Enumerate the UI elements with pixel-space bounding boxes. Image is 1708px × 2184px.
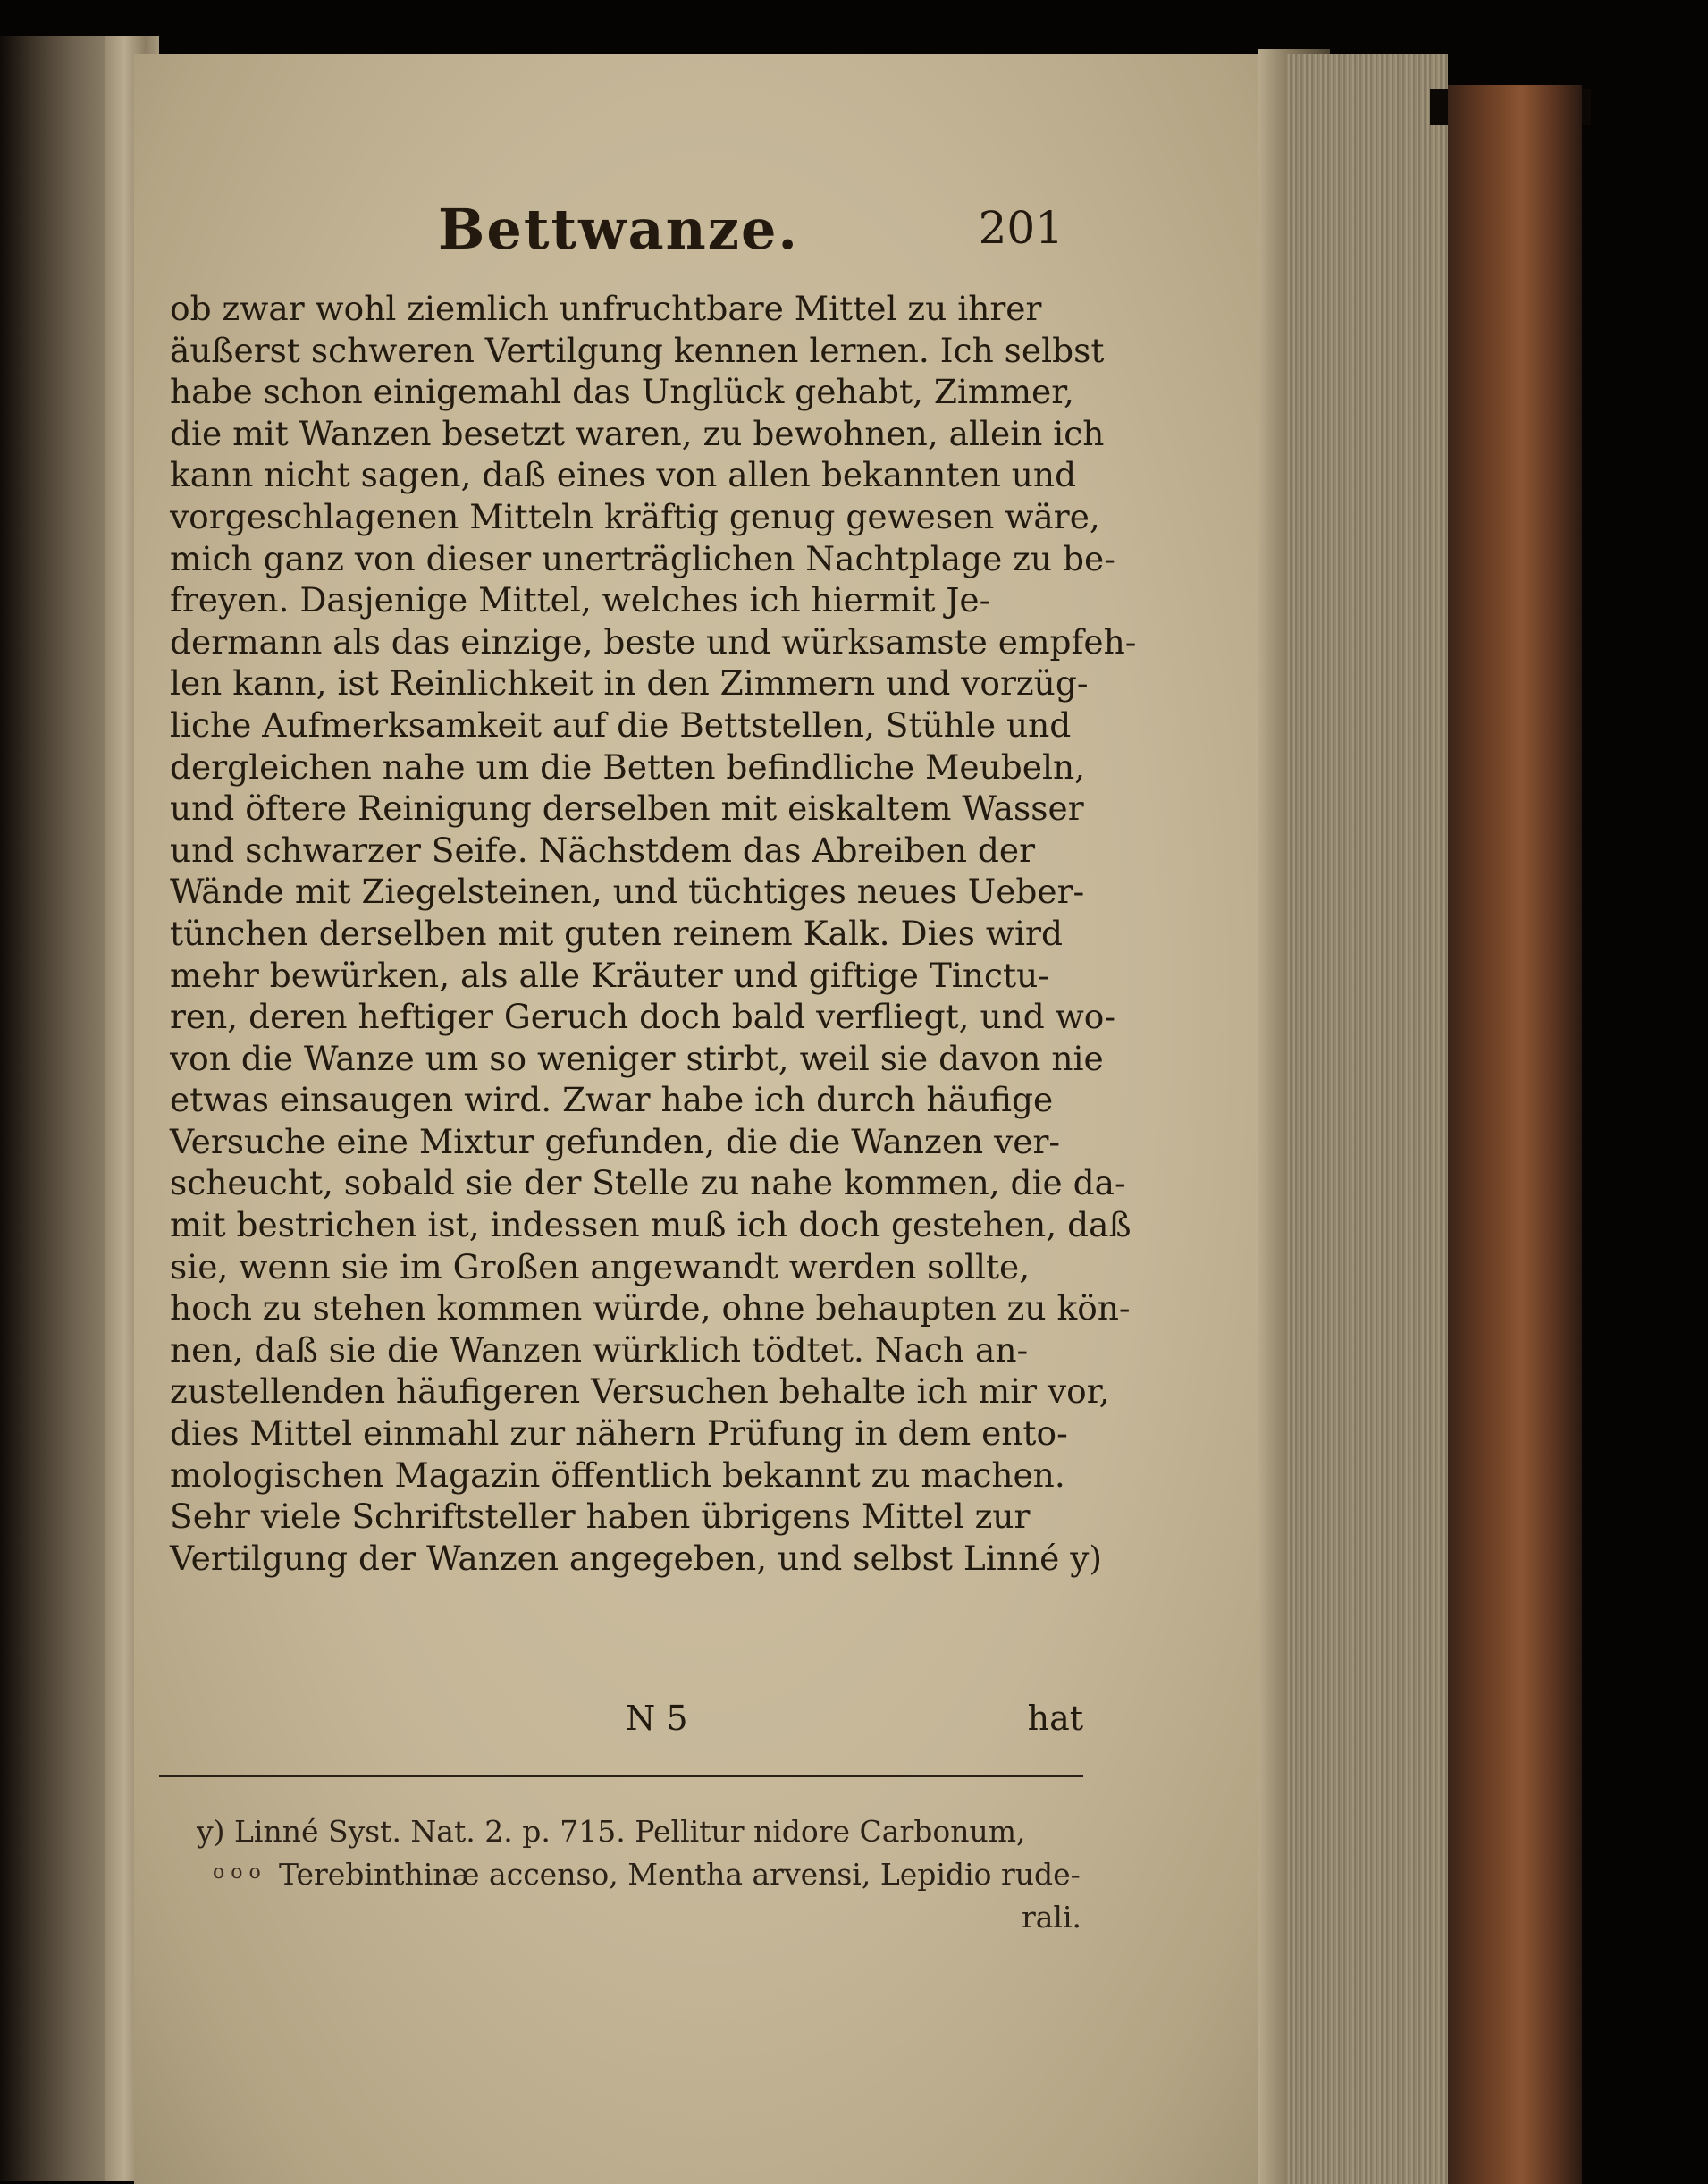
leather-cover: [1448, 85, 1582, 2184]
editorial-mark: o o o: [213, 1861, 261, 1884]
text-line: etwas einsaugen wird. Zwar habe ich durch häufige: [170, 1080, 1054, 1120]
running-head: [438, 197, 1064, 268]
text-line: mit bestrichen ist, indessen muß ich doch gestehen, daß: [170, 1205, 1132, 1245]
footnote-divider: [159, 1775, 1083, 1777]
footnote-line: rali.: [1021, 1900, 1081, 1935]
text-line: mich ganz von dieser unerträglichen Nachtplage zu be-: [170, 538, 1115, 578]
text-line: Versuche eine Mixtur gefunden, die die Wanzen ver-: [170, 1121, 1061, 1161]
text-line: vorgeschlagenen Mitteln kräftig genug gewesen wäre,: [170, 496, 1100, 536]
text-line: und schwarzer Seife. Nächstdem das Abreiben der: [170, 830, 1036, 870]
text-line: die mit Wanzen besetzt waren, zu bewohnen, allein ich: [170, 413, 1105, 453]
text-line: liche Aufmerksamkeit auf die Bettstellen, Stühle und: [170, 704, 1072, 745]
running-title: Bettwanze.: [438, 197, 799, 262]
text-line: dergleichen nahe um die Betten befindliche Meubeln,: [170, 746, 1086, 787]
footnote-line: y) Linné Syst. Nat. 2. p. 715. Pellitur nidore Carbonum,: [197, 1814, 1026, 1849]
fore-edge-pages: [1287, 54, 1448, 2184]
catchline: [590, 1699, 1090, 1743]
text-line: und öftere Reinigung derselben mit eiskaltem Wasser: [170, 788, 1084, 829]
body-text: [170, 288, 1137, 1579]
text-line: zustellenden häufigeren Versuchen behalte ich mir vor,: [170, 1371, 1110, 1412]
text-line: dies Mittel einmahl zur nähern Prüfung in dem ento-: [170, 1413, 1068, 1454]
text-line: sie, wenn sie im Großen angewandt werden sollte,: [170, 1246, 1031, 1286]
text-line: Sehr viele Schriftsteller haben übrigens Mittel zur: [170, 1497, 1031, 1537]
text-line: ren, deren heftiger Geruch doch bald verfliegt, und wo-: [170, 997, 1116, 1037]
signature-mark: N 5: [626, 1699, 688, 1738]
text-line: dermann als das einzige, beste und würksamste empfeh-: [170, 621, 1137, 662]
page-number: 201: [978, 202, 1064, 254]
text-line: äußerst schweren Vertilgung kennen lernen. Ich selbst: [170, 330, 1105, 370]
text-line: len kann, ist Reinlichkeit in den Zimmern und vorzüg-: [170, 663, 1089, 704]
text-line: mologischen Magazin öffentlich bekannt zu machen.: [170, 1455, 1065, 1495]
text-line: Vertilgung der Wanzen angegeben, und selbst Linné y): [170, 1538, 1103, 1578]
text-line: nen, daß sie die Wanzen würklich tödtet. Nach an-: [170, 1329, 1029, 1370]
text-line: mehr bewürken, als alle Kräuter und giftige Tinctu-: [170, 955, 1049, 995]
text-line: ob zwar wohl ziemlich unfruchtbare Mittel zu ihrer: [170, 289, 1042, 328]
text-line: tünchen derselben mit guten reinem Kalk. Dies wird: [170, 913, 1063, 953]
text-line: hoch zu stehen kommen würde, ohne behaupten zu kön-: [170, 1288, 1131, 1328]
text-line: scheucht, sobald sie der Stelle zu nahe kommen, die da-: [170, 1163, 1126, 1203]
text-line: freyen. Dasjenige Mittel, welches ich hiermit Je-: [170, 580, 991, 620]
footnote: [197, 1810, 1090, 1939]
text-line: kann nicht sagen, daß eines von allen bekannten und: [170, 455, 1077, 495]
text-line: von die Wanze um so weniger stirbt, weil sie davon nie: [170, 1038, 1104, 1078]
footnote-line: Terebinthinæ accenso, Mentha arvensi, Lepidio rude-: [279, 1857, 1081, 1892]
text-line: habe schon einigemahl das Unglück gehabt, Zimmer,: [170, 372, 1074, 412]
catchword: hat: [1027, 1699, 1083, 1738]
text-line: Wände mit Ziegelsteinen, und tüchtiges neues Ueber-: [170, 872, 1085, 912]
